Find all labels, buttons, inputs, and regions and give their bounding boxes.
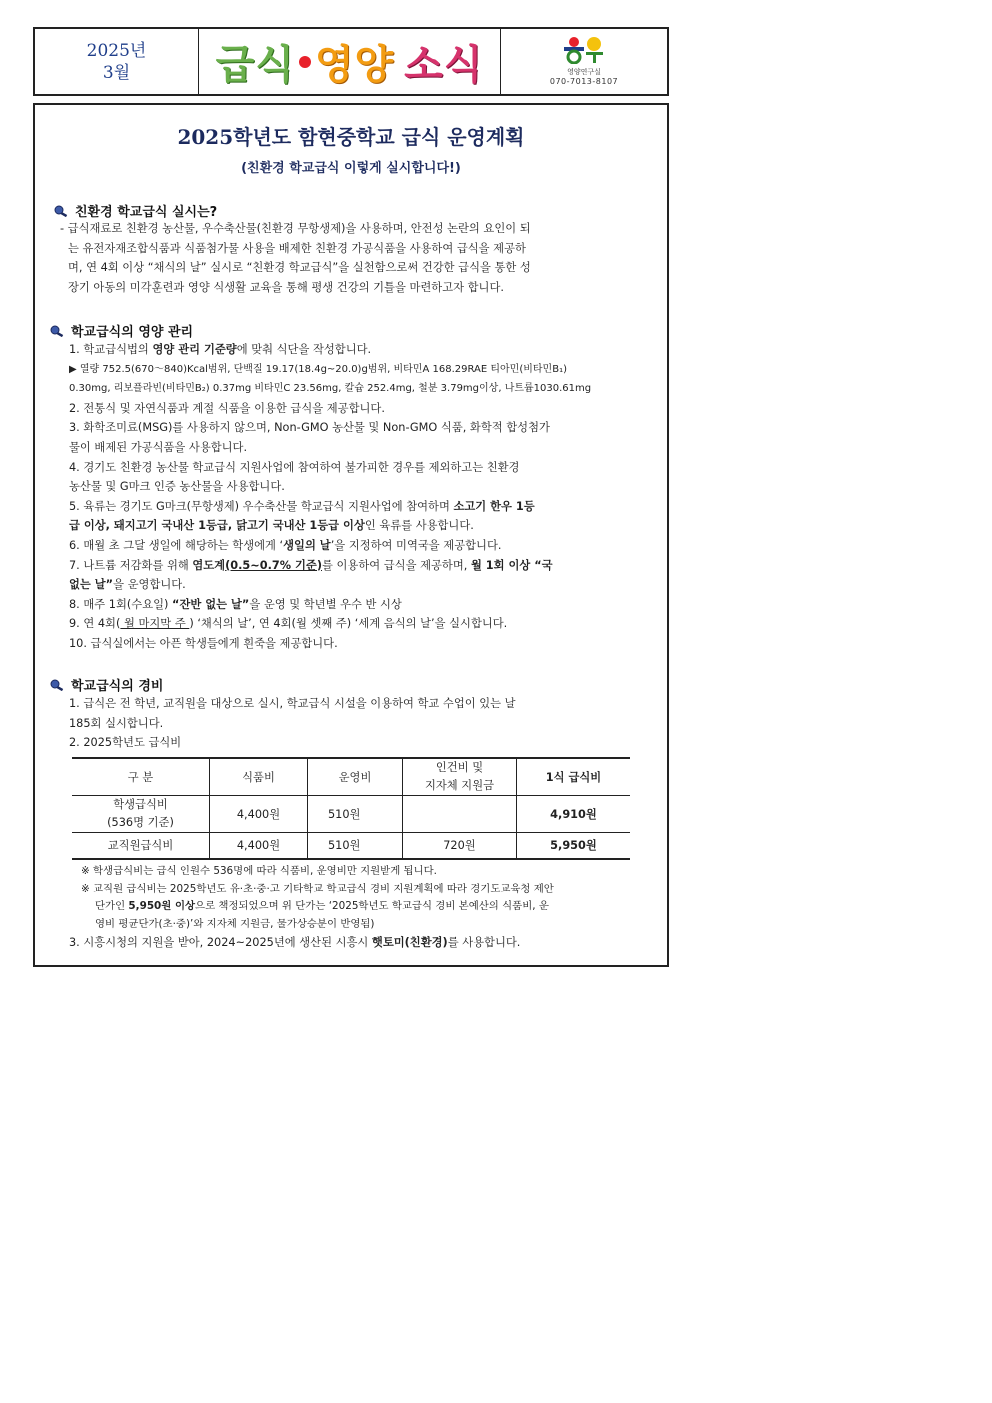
section2-heading [49,321,193,340]
col-header-ops: 운영비 [308,758,403,796]
table-row [72,796,630,833]
section1-line: - 급식재료로 친환경 농산물, 우수축산물(친환경 무항생제)을 사용하며, 안전성 논란의 요인이 되 [60,222,531,235]
cell-ops: 510원 [308,833,403,859]
nutrition-standard-1: ▶ 열량 752.5(670～840)Kcal범위, 단백질 19.17(18.4g~20.0)g범위, 비타민A 168.29RAE 티아민(비타민B₁) [69,363,567,375]
cell-ops: 510원 [308,796,403,833]
cell-total: 5,950원 [517,833,631,859]
nutrition-item-3: 3. 화학조미료(MSG)를 사용하지 않으며, Non-GMO 농산물 및 Non-GMO 식품, 화학적 합성첨가 [69,421,550,435]
cell-labor [403,796,517,833]
cost-notes [81,863,554,933]
title-part1: 급식 [215,42,295,88]
col-header-food: 식품비 [210,758,308,796]
section1-line: 며, 연 4회 이상 “채식의 날” 실시로 “친환경 학교급식”을 실천함으로써 건강한 급식을 통한 성 [68,261,531,275]
issue-date [35,29,199,94]
newsletter-header [33,27,669,96]
school-logo-icon [561,36,607,64]
nutrition-item-5: 5. 육류는 경기도 G마크(무항생제) 우수축산물 학교급식 지원사업에 참여하며 소고기 한우 1등 [69,499,535,513]
magnifier-icon [49,679,65,691]
cell-total: 4,910원 [517,796,631,833]
section1-heading [53,201,217,220]
magnifier-icon [49,325,65,337]
section1-line: 장기 아동의 미각훈련과 영양 식생활 교육을 통해 평생 건강의 기틀을 마련하고자 합니다. [68,280,504,294]
section1-body [60,219,531,297]
section1-line: 는 유전자재조합식품과 식품첨가물 사용을 배제한 친환경 가공식품을 사용하여 급식을 제공하 [68,241,526,255]
logo-org: 영양연구실 [567,68,601,76]
col-header-labor: 인건비 및 지자체 지원금 [403,758,517,796]
row-label: 학생급식비 (536명 기준) [72,796,210,833]
cost-item-1: 1. 급식은 전 학년, 교직원을 대상으로 실시, 학교급식 시설을 이용하여 학교 수업이 있는 날 [69,697,516,710]
section2-heading-text: 학교급식의 영양 관리 [71,325,194,340]
cell-labor: 720원 [403,833,517,859]
table-header-row [72,758,630,796]
note-2-cont: 단가인 5,950원 이상으로 책정되었으며 위 단가는 ‘2025학년도 학교급식 경비 본예산의 식품비, 운 [95,900,549,913]
title-dot-icon [299,56,311,68]
nutrition-item-4-cont: 농산물 및 G마크 인증 농산물을 사용합니다. [69,480,285,494]
section2-body [69,340,591,654]
cost-item-3: 3. 시흥시청의 지원을 받아, 2024~2025년에 생산된 시흥시 햇토미(친환경)를 사용합니다. [69,936,521,949]
nutrition-standard-2: 0.30mg, 리보플라빈(비타민B₂) 0.37mg 비타민C 23.56mg, 칼슘 252.4mg, 철분 3.79mg이상, 나트륨1030.61mg [69,383,592,395]
title-part3: 소식 [404,42,484,88]
section3-heading-text: 학교급식의 경비 [71,679,164,694]
magnifier-icon [53,205,69,217]
nutrition-item-7-cont: 없는 날”을 운영합니다. [69,578,186,592]
nutrition-item-3-cont: 물이 배제된 가공식품을 사용합니다. [69,440,248,454]
cell-food: 4,400원 [210,796,308,833]
title-part2: 영양 [314,42,395,88]
meal-cost-table [72,757,630,860]
nutrition-item-9: 9. 연 4회( 월 마지막 주 ) ‘채식의 날’, 연 4회(월 셋째 주) ‘세계 음식의 날’을 실시합니다. [69,617,508,631]
nutrition-item-6: 6. 매월 초 그달 생일에 해당하는 학생에게 ‘생일의 날’을 지정하여 미역국을 제공합니다. [69,538,502,552]
section1-heading-text: 친환경 학교급식 실시는? [75,205,218,220]
table-row [72,833,630,859]
nutrition-item-8: 8. 매주 1회(수요일) “잔반 없는 날”을 운영 및 학년별 우수 반 시상 [69,597,402,611]
col-header-total: 1식 급식비 [517,758,631,796]
nutrition-item-10: 10. 급식실에서는 아픈 학생들에게 흰죽을 제공합니다. [69,636,338,650]
doc-title: 2025학년도 함현중학교 급식 운영계획 [177,125,525,149]
note-1: ※ 학생급식비는 급식 인원수 536명에 따라 식품비, 운영비만 지원받게 됩니다. [81,865,437,877]
nutrition-item-5-cont: 급 이상, 돼지고기 국내산 1등급, 닭고기 국내산 1등급 이상인 육류를 사용합니다. [69,519,474,533]
section3-heading [49,675,163,694]
logo-tel: 070-7013-8107 [549,77,619,86]
col-header-category: 구 분 [72,758,210,796]
logo-block [501,29,667,94]
doc-subtitle: (친환경 학교급식 이렇게 실시합니다!) [241,161,461,176]
nutrition-item-1: 1. 학교급식법의 영양 관리 기준량에 맞춰 식단을 작성합니다. [69,343,372,356]
issue-month: 3월 [102,62,131,83]
main-content [33,103,669,967]
note-2: ※ 교직원 급식비는 2025학년도 유·초·중·고 기타학교 학교급식 경비 지원계획에 따라 경기도교육청 제안 [81,882,554,895]
cost-item-2: 2. 2025학년도 급식비 [69,736,182,750]
note-2-cont: 영비 평균단가(초·중)’와 지자체 지원금, 물가상승분이 반영됨) [95,917,375,930]
cost-item-1-cont: 185회 실시합니다. [69,716,164,730]
newsletter-title [199,29,501,94]
row-label: 교직원급식비 [72,833,210,859]
nutrition-item-7: 7. 나트륨 저감화를 위해 염도계(0.5~0.7% 기준)를 이용하여 급식을 제공하며, 월 1회 이상 “국 [69,558,553,572]
nutrition-item-2: 2. 전통식 및 자연식품과 계절 식품을 이용한 급식을 제공합니다. [69,401,385,415]
nutrition-item-4: 4. 경기도 친환경 농산물 학교급식 지원사업에 참여하여 불가피한 경우를 제외하고는 친환경 [69,460,520,474]
section3-body [69,694,516,753]
issue-year: 2025년 [86,40,147,61]
cell-food: 4,400원 [210,833,308,859]
